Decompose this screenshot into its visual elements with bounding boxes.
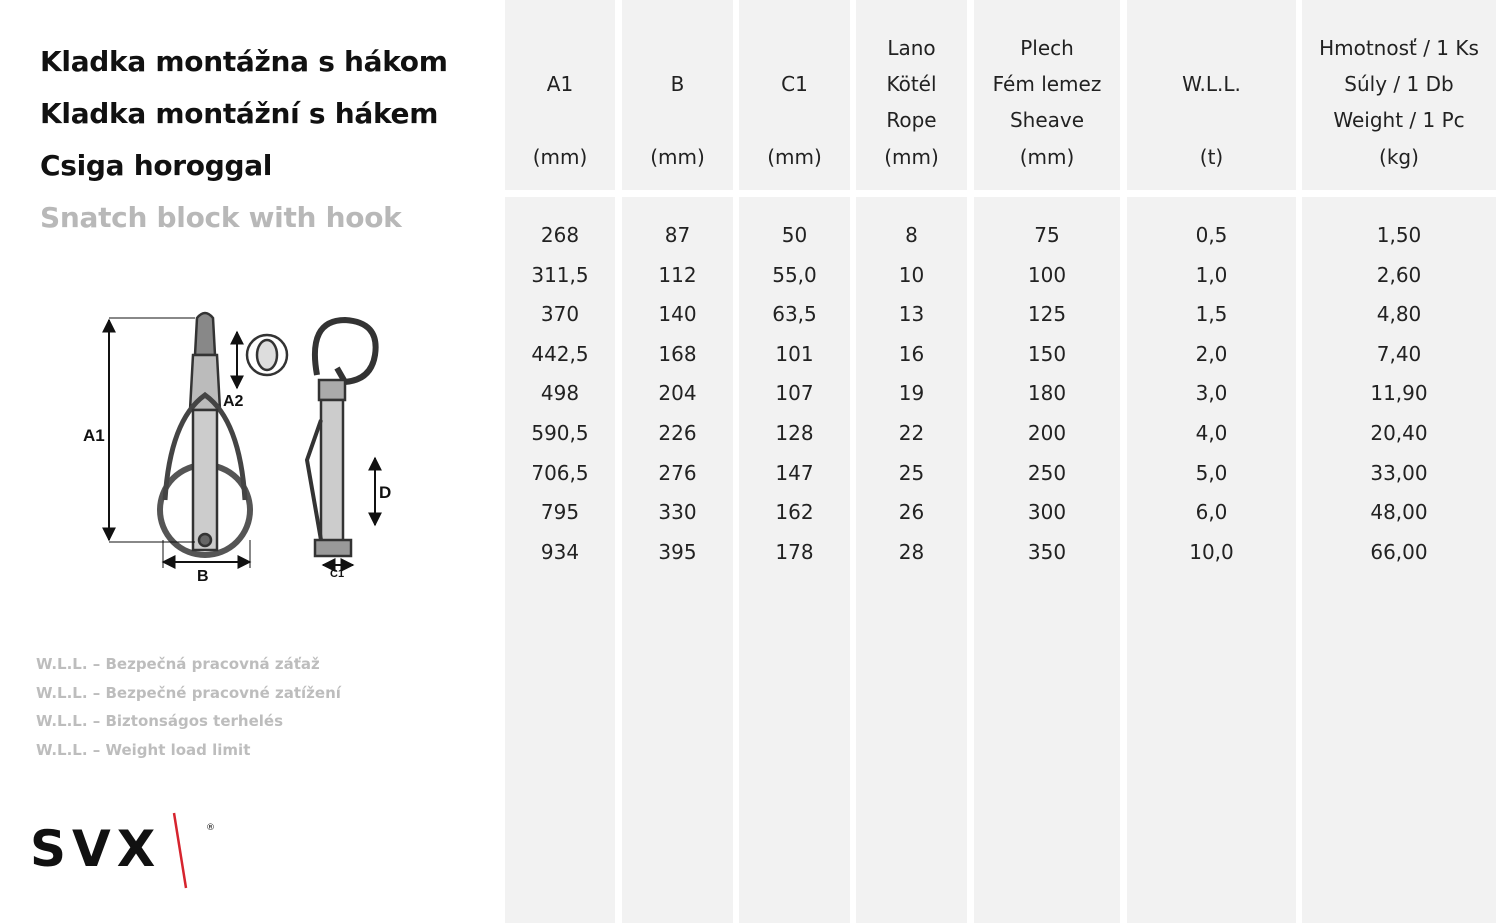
column-values <box>856 216 967 572</box>
column-values <box>505 216 615 572</box>
header-line: (mm) <box>767 145 822 169</box>
svx-logo <box>28 808 228 893</box>
wll-note-en: W.L.L. – Weight load limit <box>36 740 251 759</box>
column-header <box>505 0 615 190</box>
table-cell: 1,5 <box>1195 302 1228 327</box>
table-cell: 55,0 <box>772 262 817 287</box>
header-divider <box>1127 190 1296 197</box>
table-cell: 268 <box>540 223 580 247</box>
header-line: A1 <box>546 72 574 96</box>
column-values <box>974 216 1120 572</box>
table-cell: 6,0 <box>1195 500 1228 525</box>
wll-note-hu: W.L.L. – Biztonságos terhelés <box>36 712 284 730</box>
header-divider <box>622 190 733 197</box>
title-sk: Kladka montážna s hákom <box>40 45 448 78</box>
header-line: (mm) <box>884 145 939 169</box>
wll-note-sk: W.L.L. – Bezpečná pracovná záťaž <box>36 655 320 673</box>
registered-mark: ® <box>206 823 215 833</box>
header-line: W.L.L. <box>1182 72 1241 96</box>
column-header <box>739 0 850 190</box>
label-b: B <box>197 568 209 585</box>
table-cell: 66,00 <box>1370 539 1428 564</box>
table-cell: 395 <box>658 539 697 564</box>
table-cell: 5,0 <box>1195 460 1228 485</box>
table-cell: 33,00 <box>1370 460 1428 485</box>
table-cell: 168 <box>658 341 697 366</box>
table-cell: 178 <box>775 539 814 564</box>
column-sheave <box>974 0 1120 923</box>
header-divider <box>505 190 615 197</box>
table-cell: 50 <box>781 223 808 247</box>
header-line: Plech <box>1020 36 1074 60</box>
table-cell: 2,60 <box>1376 262 1422 287</box>
header-line: Kötél <box>886 72 937 96</box>
logo-text: SVX <box>30 820 162 878</box>
snatch-block-drawing <box>75 300 410 590</box>
table-cell: 16 <box>898 341 925 366</box>
table-cell: 498 <box>540 381 580 406</box>
label-c1: C1 <box>330 568 345 580</box>
table-cell: 934 <box>540 539 580 564</box>
header-divider <box>856 190 967 197</box>
table-cell: 7,40 <box>1376 341 1422 366</box>
table-cell: 226 <box>658 420 697 445</box>
table-cell: 0,5 <box>1195 223 1228 247</box>
table-cell: 795 <box>540 500 580 525</box>
title-hu: Csiga horoggal <box>40 149 273 182</box>
header-line: C1 <box>781 72 808 96</box>
wll-note-cz: W.L.L. – Bezpečné pracovné zatížení <box>36 683 341 702</box>
column-header <box>974 0 1120 190</box>
table-cell: 10,0 <box>1189 539 1234 564</box>
column-header <box>1302 0 1496 190</box>
table-cell: 101 <box>775 341 814 366</box>
header-line: Sheave <box>1009 108 1085 132</box>
header-line: (mm) <box>532 145 588 169</box>
table-cell: 112 <box>658 262 697 287</box>
table-cell: 276 <box>658 460 697 485</box>
column-wll <box>1127 0 1296 923</box>
column-weight <box>1302 0 1496 923</box>
header-line: Weight / 1 Pc <box>1333 108 1465 132</box>
table-cell: 107 <box>775 381 814 406</box>
table-cell: 350 <box>1027 539 1067 564</box>
table-cell: 1,50 <box>1376 223 1422 247</box>
table-cell: 330 <box>658 500 697 525</box>
header-line: (t) <box>1199 145 1224 169</box>
column-header <box>856 0 967 190</box>
table-cell: 140 <box>658 302 697 327</box>
table-cell: 100 <box>1027 262 1067 287</box>
title-en: Snatch block with hook <box>40 201 402 234</box>
table-cell: 442,5 <box>531 341 589 366</box>
header-line: Lano <box>887 36 936 60</box>
table-cell: 19 <box>898 381 925 406</box>
table-cell: 200 <box>1027 420 1067 445</box>
table-cell: 4,80 <box>1376 302 1422 327</box>
table-cell: 22 <box>898 420 925 445</box>
column-values <box>1302 216 1496 572</box>
header-line: (mm) <box>1019 145 1075 169</box>
label-a2: A2 <box>223 393 244 410</box>
table-cell: 13 <box>898 302 925 327</box>
title-cz: Kladka montážní s hákem <box>40 97 439 130</box>
label-d: D <box>379 483 392 502</box>
table-cell: 75 <box>1034 223 1060 247</box>
table-cell: 125 <box>1027 302 1067 327</box>
table-cell: 250 <box>1027 460 1067 485</box>
column-c1 <box>739 0 850 923</box>
column-header <box>622 0 733 190</box>
product-titles <box>40 36 448 244</box>
table-cell: 87 <box>664 223 691 247</box>
column-values <box>1127 216 1296 572</box>
table-cell: 4,0 <box>1195 420 1228 445</box>
table-cell: 25 <box>898 460 925 485</box>
table-cell: 370 <box>540 302 580 327</box>
header-line: B <box>670 72 685 96</box>
table-cell: 26 <box>898 500 925 525</box>
table-cell: 162 <box>775 500 814 525</box>
table-cell: 8 <box>905 223 918 247</box>
column-rope <box>856 0 967 923</box>
column-values <box>622 216 733 572</box>
table-cell: 63,5 <box>772 302 817 327</box>
column-header <box>1127 0 1296 190</box>
table-cell: 180 <box>1027 381 1067 406</box>
table-cell: 2,0 <box>1195 341 1228 366</box>
table-cell: 147 <box>775 460 814 485</box>
column-values <box>739 216 850 572</box>
table-cell: 300 <box>1027 500 1067 525</box>
table-cell: 1,0 <box>1195 262 1228 287</box>
table-cell: 48,00 <box>1370 500 1428 525</box>
header-line: (mm) <box>650 145 705 169</box>
header-line: Súly / 1 Db <box>1344 72 1454 96</box>
column-b <box>622 0 733 923</box>
table-cell: 20,40 <box>1370 420 1428 445</box>
column-a1 <box>505 0 615 923</box>
header-divider <box>1302 190 1496 197</box>
header-line: Hmotnosť / 1 Ks <box>1319 36 1479 60</box>
table-cell: 706,5 <box>531 460 589 485</box>
header-divider <box>974 190 1120 197</box>
table-cell: 10 <box>898 262 925 287</box>
table-cell: 311,5 <box>531 262 589 287</box>
header-line: (kg) <box>1379 145 1419 169</box>
table-cell: 128 <box>775 420 814 445</box>
table-cell: 204 <box>658 381 697 406</box>
table-cell: 3,0 <box>1195 381 1228 406</box>
header-line: Fém lemez <box>992 72 1102 96</box>
header-line: Rope <box>886 108 937 132</box>
wll-legend <box>36 650 341 764</box>
label-a1: A1 <box>83 426 105 445</box>
table-cell: 11,90 <box>1370 381 1428 406</box>
header-divider <box>739 190 850 197</box>
table-cell: 28 <box>898 539 925 564</box>
table-cell: 590,5 <box>531 420 589 445</box>
table-cell: 150 <box>1027 341 1067 366</box>
